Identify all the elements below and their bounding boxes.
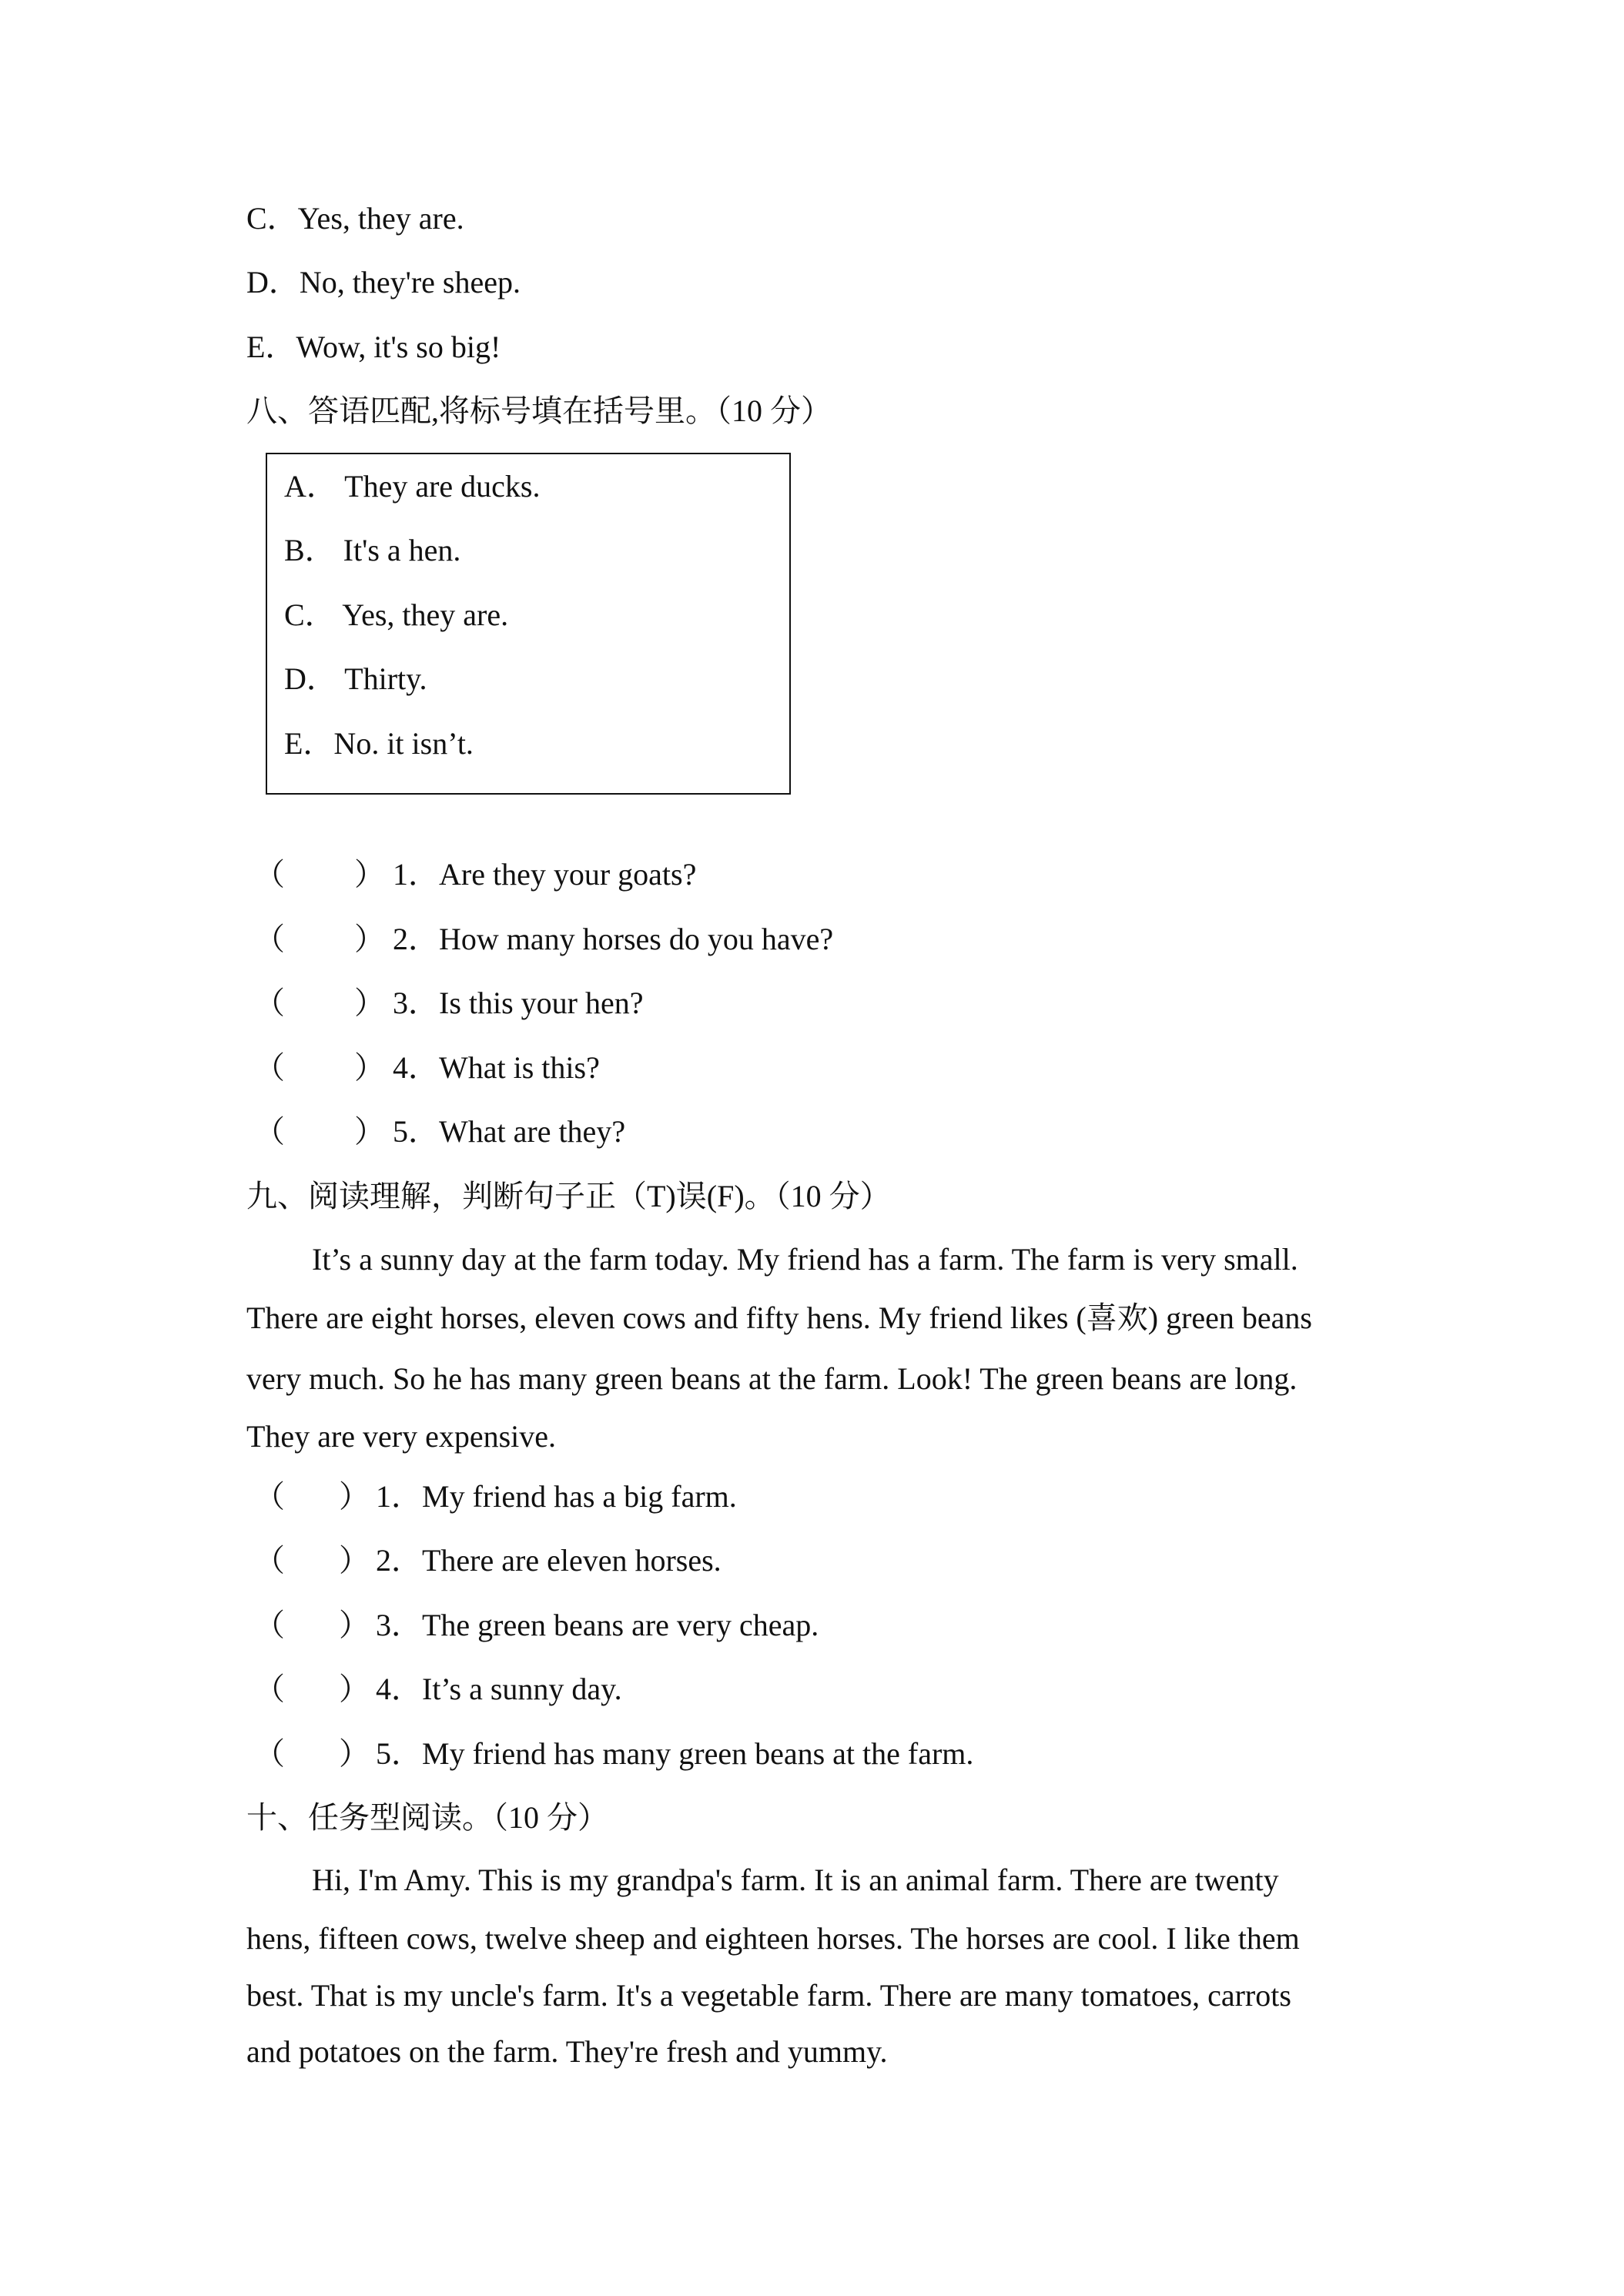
statement-row <box>254 1607 1101 1645</box>
answer-blank-right: ） <box>339 1736 370 1771</box>
passage-line: very much. So he has many green beans at the farm. Look! The green beans are long. <box>246 1361 1298 1396</box>
answer-blank-left[interactable]: （ <box>254 986 285 1020</box>
statement-row <box>254 1671 1101 1709</box>
box-option-b: B． It's a hen. <box>284 533 461 567</box>
answer-blank-left[interactable]: （ <box>254 1608 285 1642</box>
box-option-e: E．No. it isn’t. <box>284 726 474 761</box>
passage-line: and potatoes on the farm. They're fresh and yummy. <box>246 2034 888 2069</box>
answer-blank-left[interactable]: （ <box>254 1050 285 1085</box>
answer-blank-left[interactable]: （ <box>254 922 285 956</box>
statement-text: 2．There are eleven horses. <box>376 1543 722 1578</box>
answer-options-box <box>266 453 791 795</box>
answer-blank-left[interactable]: （ <box>254 1672 285 1706</box>
section-10-title: 十、任务型阅读。（10 分） <box>246 1800 608 1835</box>
statement-row <box>254 1542 1101 1581</box>
statement-text: 3．The green beans are very cheap. <box>376 1608 819 1642</box>
statement-row <box>254 1478 1101 1517</box>
statement-text: 5．My friend has many green beans at the farm. <box>376 1736 974 1771</box>
answer-blank-right: ） <box>354 857 385 892</box>
passage-line: hens, fifteen cows, twelve sheep and eighteen horses. The horses are cool. I like them <box>246 1921 1300 1956</box>
question-text: 1．Are they your goats? <box>393 857 697 892</box>
option-d: D．No, they're sheep. <box>246 265 521 300</box>
question-text: 3．Is this your hen? <box>393 986 644 1020</box>
question-row <box>254 1049 947 1088</box>
answer-blank-left[interactable]: （ <box>254 1479 285 1514</box>
box-option-d: D． Thirty. <box>284 661 427 696</box>
question-row <box>254 1113 947 1152</box>
answer-blank-right: ） <box>354 1050 385 1085</box>
answer-blank-left[interactable]: （ <box>254 1114 285 1149</box>
answer-blank-left[interactable]: （ <box>254 857 285 892</box>
answer-blank-right: ） <box>339 1543 370 1578</box>
passage-line: It’s a sunny day at the farm today. My friend has a farm. The farm is very small. <box>312 1242 1298 1277</box>
passage-line: Hi, I'm Amy. This is my grandpa's farm. It is an animal farm. There are twenty <box>312 1863 1279 1897</box>
question-row <box>254 856 947 895</box>
passage-line: They are very expensive. <box>246 1419 557 1454</box>
answer-blank-right: ） <box>339 1479 370 1514</box>
question-row <box>254 921 947 959</box>
answer-blank-right: ） <box>339 1672 370 1706</box>
answer-blank-right: ） <box>339 1608 370 1642</box>
answer-blank-left[interactable]: （ <box>254 1736 285 1771</box>
section-9-title: 九、阅读理解，判断句子正（T)误(F)。（10 分） <box>246 1179 891 1213</box>
question-row <box>254 985 947 1023</box>
section-8-title: 八、答语匹配,将标号填在括号里。（10 分） <box>246 393 832 428</box>
answer-blank-right: ） <box>354 922 385 956</box>
question-text: 2．How many horses do you have? <box>393 922 834 956</box>
statement-text: 4．It’s a sunny day. <box>376 1672 622 1706</box>
answer-blank-left[interactable]: （ <box>254 1543 285 1578</box>
question-text: 5．What are they? <box>393 1114 626 1149</box>
statement-text: 1．My friend has a big farm. <box>376 1479 737 1514</box>
statement-row <box>254 1735 1101 1774</box>
question-text: 4．What is this? <box>393 1050 600 1085</box>
passage-line: There are eight horses, eleven cows and fifty hens. My friend likes (喜欢) green beans <box>246 1300 1312 1335</box>
option-e: E．Wow, it's so big! <box>246 330 501 364</box>
answer-blank-right: ） <box>354 986 385 1020</box>
box-option-a: A． They are ducks. <box>284 469 541 504</box>
passage-line: best. That is my uncle's farm. It's a vegetable farm. There are many tomatoes, carrots <box>246 1978 1291 2013</box>
answer-blank-right: ） <box>354 1114 385 1149</box>
box-option-c: C． Yes, they are. <box>284 597 509 632</box>
option-c: C．Yes, they are. <box>246 201 464 236</box>
